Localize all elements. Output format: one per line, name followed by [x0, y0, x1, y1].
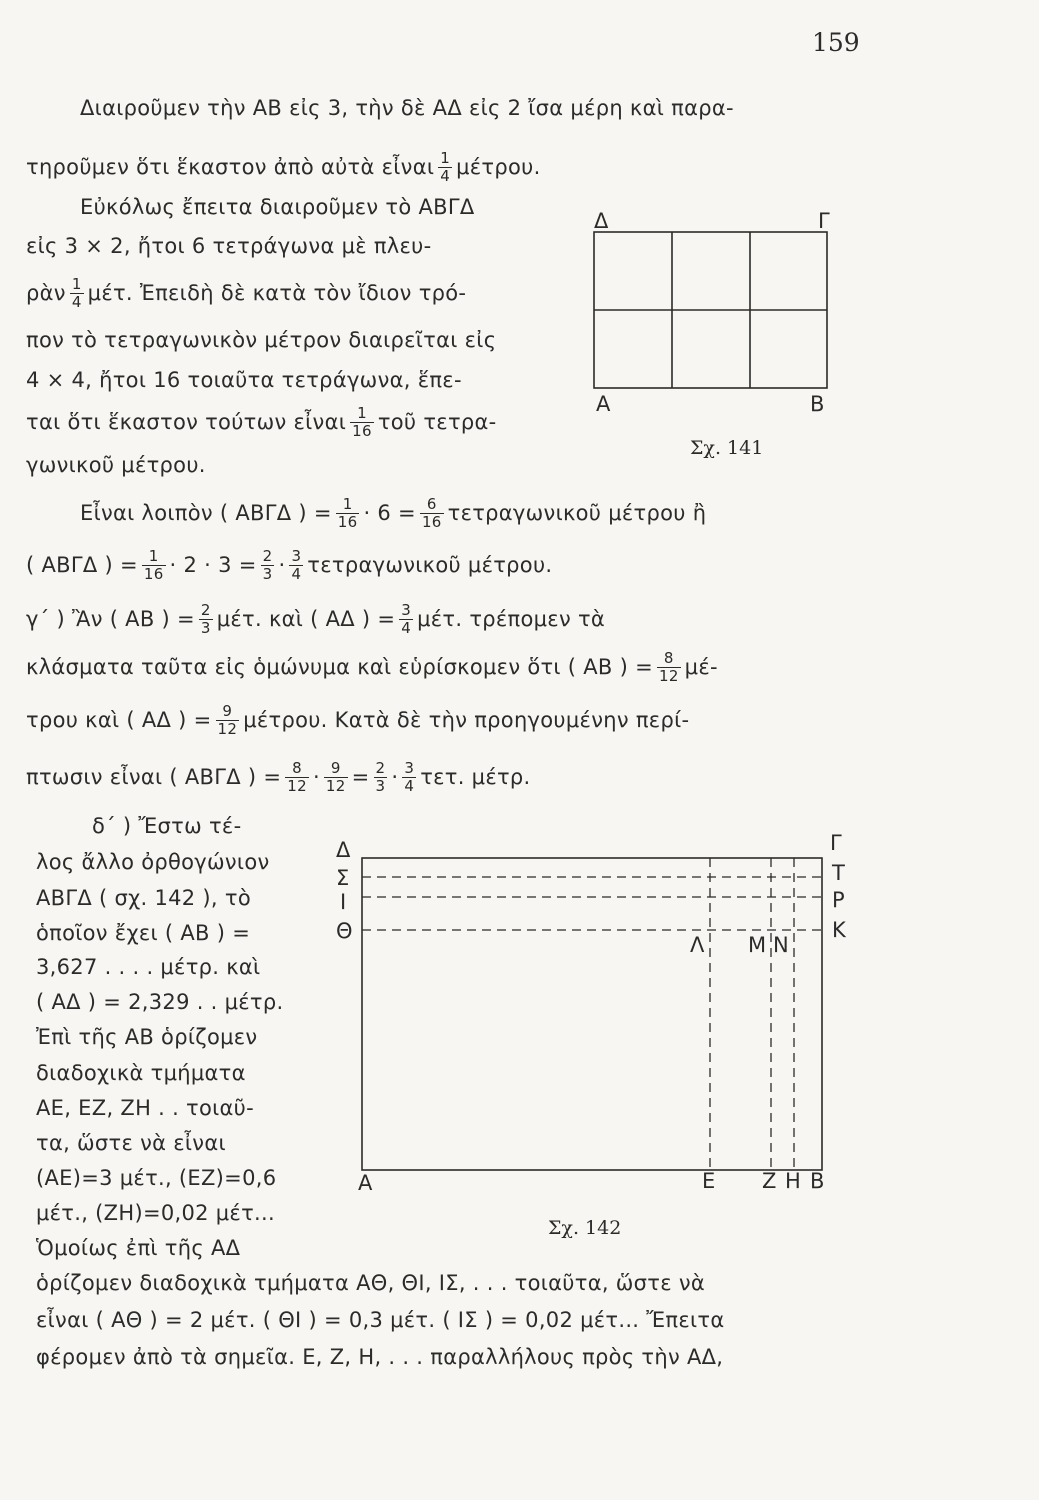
fig142-label-G: Γ	[830, 831, 842, 855]
figure-142	[330, 825, 850, 1195]
text-line: (ΑΕ)=3 μέτ., (ΕΖ)=0,6	[36, 1166, 277, 1190]
text-line: τα, ὥστε νὰ εἶναι	[36, 1131, 226, 1155]
text-line: γωνικοῦ μέτρου.	[26, 453, 206, 477]
text-line: 4 × 4, ἤτοι 16 τοιαῦτα τετράγωνα, ἕπε-	[26, 368, 462, 392]
text-line: διαδοχικὰ τμήματα	[36, 1061, 246, 1085]
fraction: $\frac{1}{16}$	[352, 404, 372, 441]
text-line: τρου καὶ ( ΑΔ ) = $\frac{9}{12}$ μέτρου. Κατὰ δὲ τὴν προηγουμένην περί-	[26, 702, 690, 739]
text-line: γ΄ ) Ἂν ( ΑΒ ) = $\frac{2}{3}$ μέτ. καὶ ( ΑΔ ) = $\frac{3}{4}$ μέτ. τρέπομεν τὰ	[26, 601, 606, 638]
fig142-label-K: Κ	[832, 918, 846, 942]
fraction: $\frac{1}{4}$	[440, 149, 451, 186]
fig142-label-B: Β	[810, 1169, 825, 1193]
text-line: ὁποῖον ἔχει ( ΑΒ ) =	[36, 921, 251, 945]
text-line: 3,627 . . . . μέτρ. καὶ	[36, 955, 261, 979]
text-line: λος ἄλλο ὀρθογώνιον	[36, 850, 270, 874]
text-line: φέρομεν ἀπὸ τὰ σημεῖα. Ε, Ζ, Η, . . . παραλλήλους πρὸς τὴν ΑΔ,	[36, 1345, 724, 1369]
fig142-label-E: Ε	[702, 1169, 716, 1193]
text-fragment: ται ὅτι ἕκαστον τούτων εἶναι	[26, 409, 347, 434]
fig142-label-H: Η	[785, 1169, 801, 1193]
text-line: ὁρίζομεν διαδοχικὰ τμήματα ΑΘ, ΘΙ, ΙΣ, . . . τοιαῦτα, ὥστε νὰ	[36, 1271, 706, 1295]
fraction: $\frac{6}{16}$	[421, 495, 442, 532]
fig141-label-B: Β	[810, 392, 825, 416]
text-fragment: μέτρου.	[456, 154, 541, 179]
text-line	[26, 405, 497, 441]
text-fragment: μέτ. Ἐπειδὴ δὲ κατὰ τὸν ἴδιον τρό-	[87, 280, 467, 305]
fig142-label-T: Τ	[832, 861, 845, 885]
fraction: $\frac{3}{4}$	[401, 601, 412, 638]
fraction: $\frac{8}{12}$	[287, 759, 307, 796]
fig142-label-Z: Ζ	[762, 1169, 777, 1193]
fig142-label-D: Δ	[336, 838, 351, 862]
fraction: $\frac{2}{3}$	[200, 601, 211, 638]
fraction: $\frac{2}{3}$	[262, 547, 273, 584]
fig142-label-L: Λ	[690, 933, 705, 957]
text-line: πτωσιν εἶναι ( ΑΒΓΔ ) = $\frac{8}{12}$ · $\frac{9}{12}$ = $\frac{2}{3}$ · $\frac{3}{4}$ τετ. μέτρ.	[26, 759, 531, 796]
text-line: Εἶναι λοιπὸν ( ΑΒΓΔ ) = $\frac{1}{16}$ · 6 = $\frac{6}{16}$ τετραγωνικοῦ μέτρου ἢ	[80, 495, 707, 532]
fig142-caption: Σχ. 142	[548, 1217, 622, 1239]
text-line: Διαιροῦμεν τὴν ΑΒ εἰς 3, τὴν δὲ ΑΔ εἰς 2 ἴσα μέρη καὶ παρα-	[80, 96, 734, 120]
fraction: $\frac{2}{3}$	[375, 759, 386, 796]
fig141-label-A: Α	[596, 392, 611, 416]
page-number: 159	[812, 28, 860, 57]
text-line: εἰς 3 × 2, ἤτοι 6 τετράγωνα μὲ πλευ-	[26, 234, 432, 258]
fraction: $\frac{1}{4}$	[71, 275, 82, 312]
fig142-label-Th: Θ	[336, 919, 353, 943]
fig141-label-G: Γ	[818, 209, 830, 233]
fig142-label-N: Ν	[773, 933, 789, 957]
fig142-rectangle	[362, 858, 822, 1170]
text-fragment: τοῦ τετρα-	[377, 409, 497, 434]
text-line: Ἐπὶ τῆς ΑΒ ὁρίζομεν	[36, 1025, 258, 1049]
text-line: Ὁμοίως ἐπὶ τῆς ΑΔ	[36, 1236, 241, 1260]
text-fragment: ρὰν	[26, 280, 66, 305]
fig142-label-A: Α	[358, 1171, 373, 1195]
fig141-label-D: Δ	[594, 209, 609, 233]
text-line: μέτ., (ΖΗ)=0,02 μέτ...	[36, 1201, 275, 1225]
text-line: ΑΕ, ΕΖ, ΖΗ . . τοιαῦ-	[36, 1096, 255, 1120]
fraction: $\frac{3}{4}$	[291, 547, 302, 584]
text-line: κλάσματα ταῦτα εἰς ὁμώνυμα καὶ εὑρίσκομεν ὅτι ( ΑΒ ) = $\frac{8}{12}$ μέ-	[26, 649, 718, 686]
fraction: $\frac{9}{12}$	[325, 759, 346, 796]
text-line: πον τὸ τετραγωνικὸν μέτρον διαιρεῖται εἰς	[26, 328, 497, 352]
text-line: δ΄ ) Ἔστω τέ-	[92, 814, 242, 838]
fig142-label-M: Μ	[748, 933, 767, 957]
fig142-label-S: Σ	[336, 866, 350, 890]
fraction: $\frac{1}{16}$	[337, 495, 358, 532]
text-line: εἶναι ( ΑΘ ) = 2 μέτ. ( ΘΙ ) = 0,3 μέτ. ( ΙΣ ) = 0,02 μέτ... Ἔπειτα	[36, 1308, 725, 1332]
text-line: ( ΑΒΓΔ ) = $\frac{1}{16}$ · 2 · 3 = $\frac{2}{3}$ · $\frac{3}{4}$ τετραγωνικοῦ μέτρου.	[26, 547, 553, 584]
text-line: ΑΒΓΔ ( σχ. 142 ), τὸ	[36, 886, 251, 910]
fig142-label-I: Ι	[340, 890, 347, 914]
text-line	[26, 150, 541, 186]
fraction: $\frac{1}{16}$	[143, 547, 164, 584]
text-line	[26, 276, 466, 312]
fig142-label-R: Ρ	[832, 888, 845, 912]
figure-141	[580, 205, 840, 435]
fraction: $\frac{3}{4}$	[404, 759, 415, 796]
text-line: Εὐκόλως ἔπειτα διαιροῦμεν τὸ ΑΒΓΔ	[80, 195, 475, 219]
fraction: $\frac{8}{12}$	[658, 649, 679, 686]
text-line: ( ΑΔ ) = 2,329 . . μέτρ.	[36, 990, 284, 1014]
fig141-caption: Σχ. 141	[690, 437, 764, 459]
fraction: $\frac{9}{12}$	[217, 702, 238, 739]
text-fragment: τηροῦμεν ὅτι ἕκαστον ἀπὸ αὐτὰ εἶναι	[26, 154, 435, 179]
